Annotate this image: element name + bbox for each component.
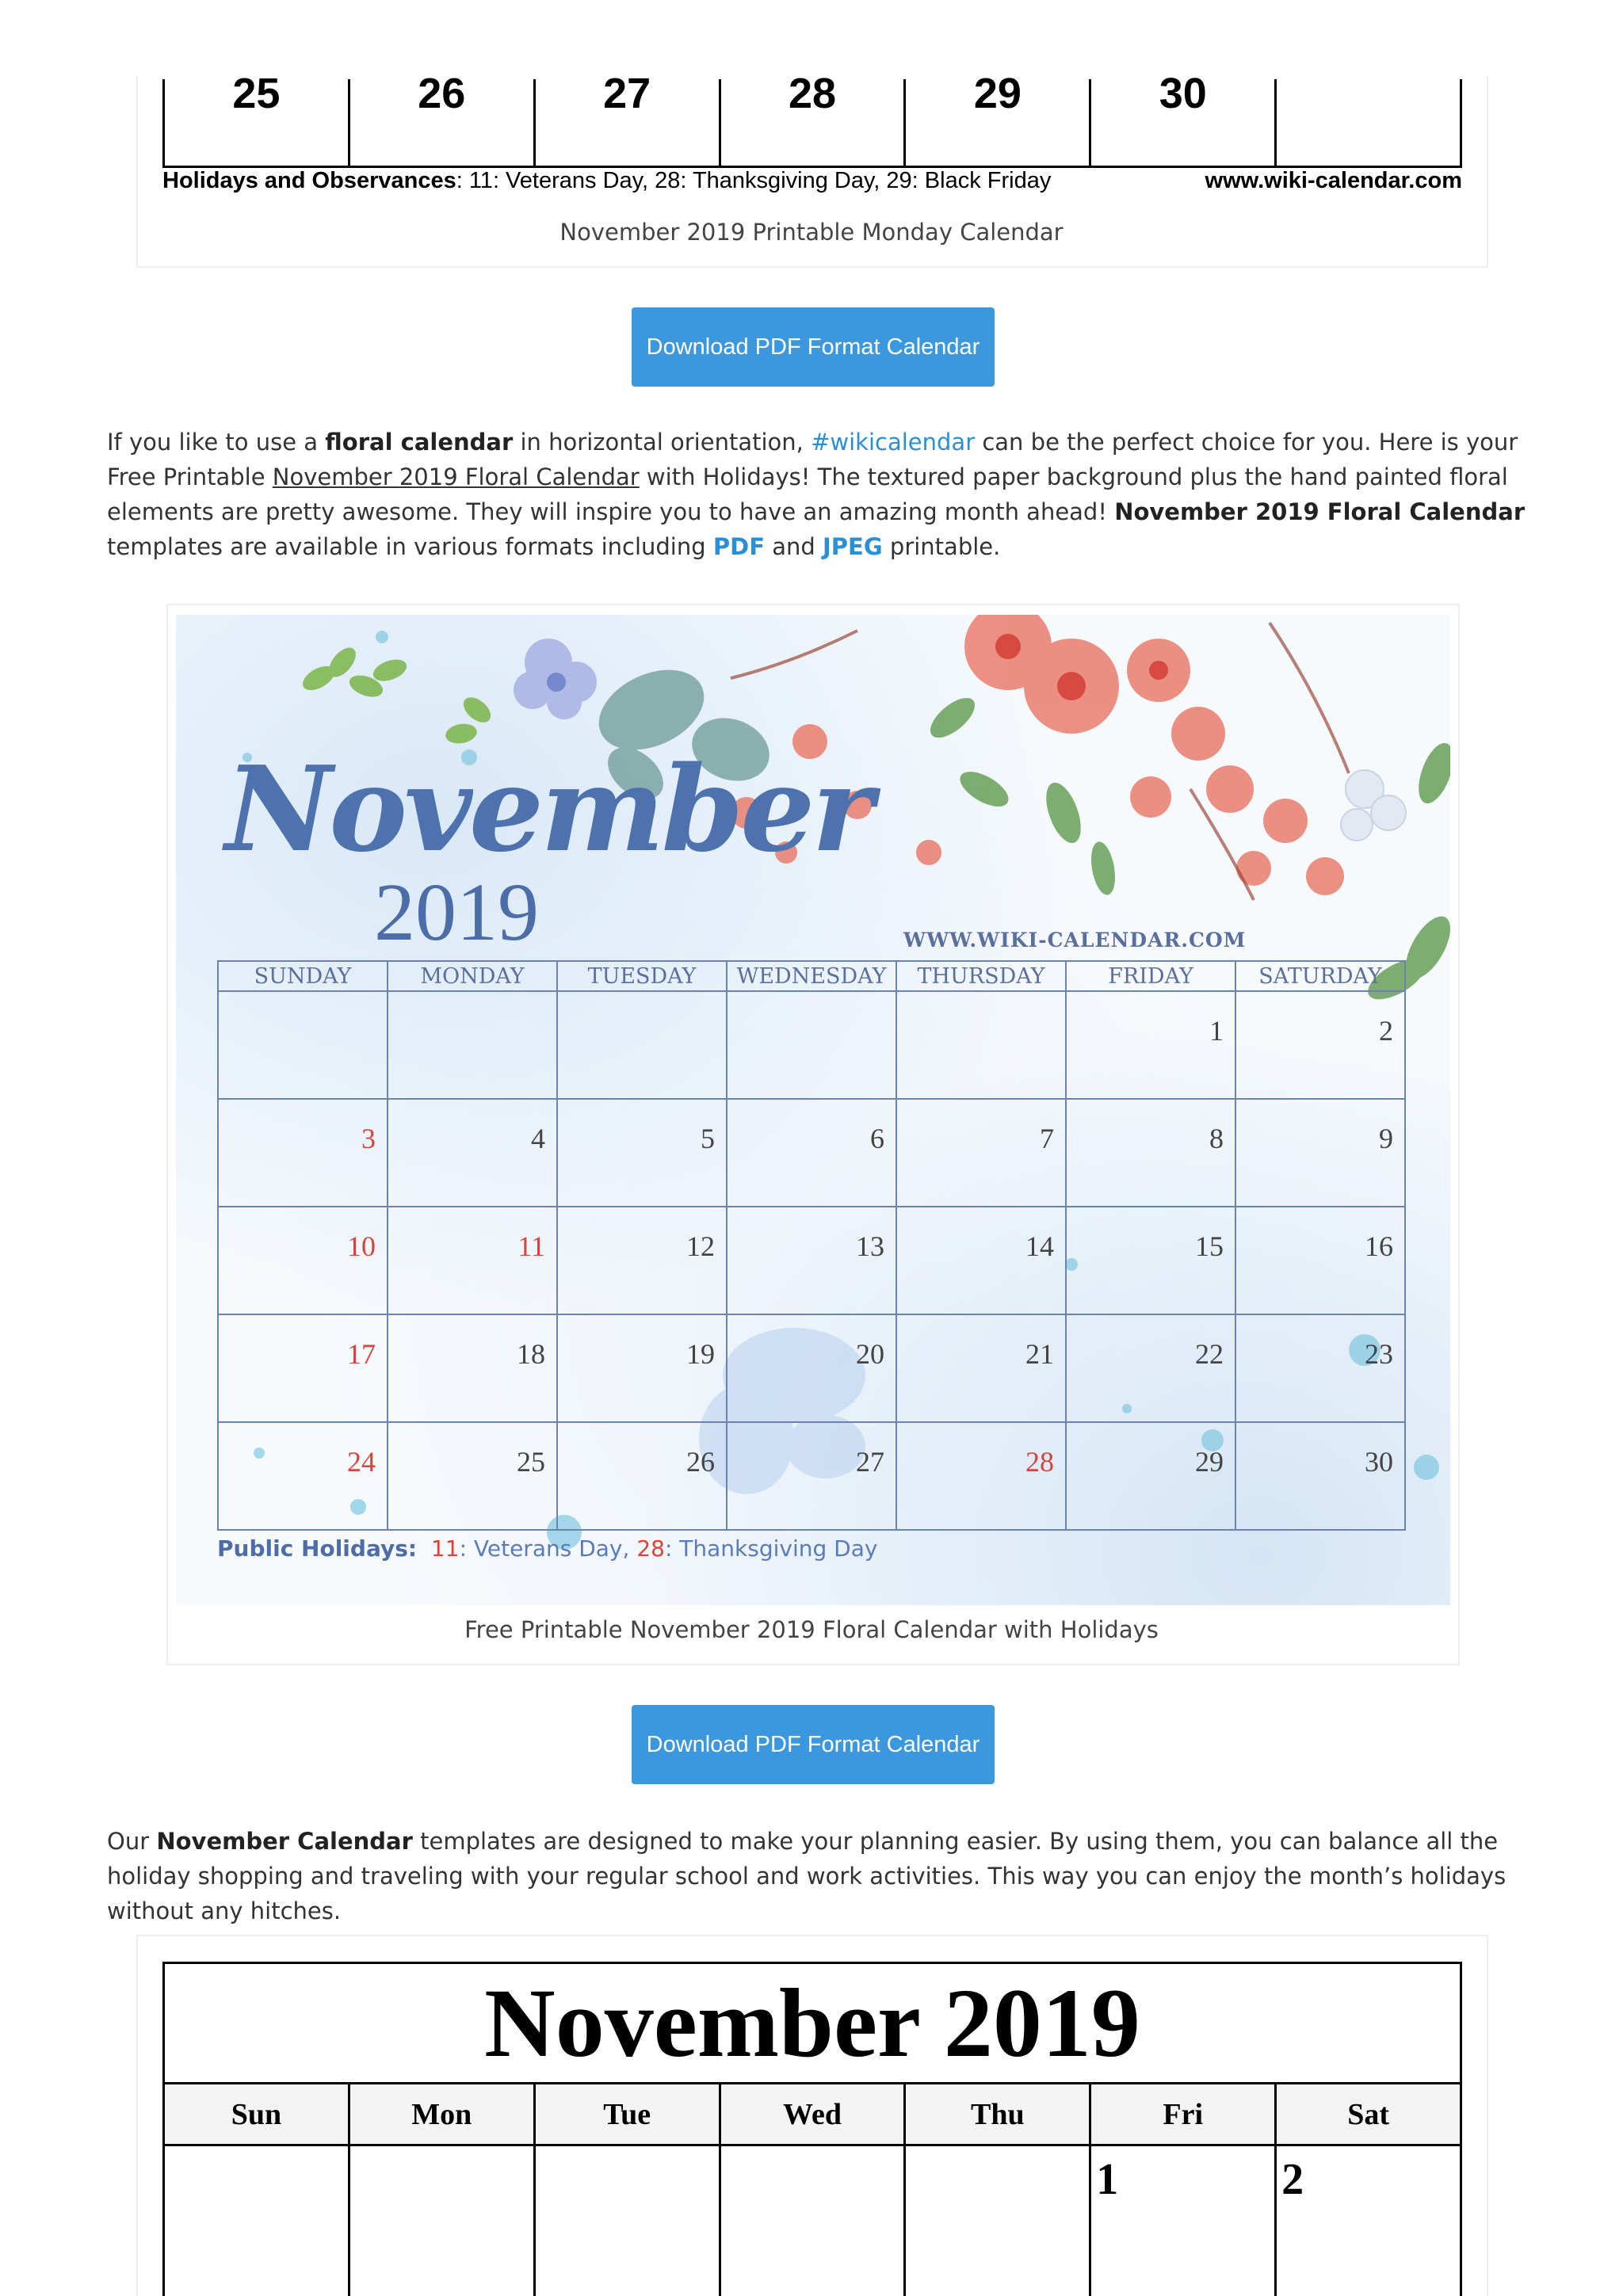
floral-weekday-monday: MONDAY	[388, 962, 558, 990]
floral-weekday-sunday: SUNDAY	[219, 962, 388, 990]
floral-day-cell: 27	[727, 1423, 897, 1529]
bottom-day-cell: 2	[1281, 2155, 1304, 2204]
floral-day-cell: 14	[897, 1207, 1067, 1314]
floral-day-cell	[388, 992, 558, 1098]
floral-week-row	[217, 1100, 1406, 1207]
floral-intro-paragraph: If you like to use a floral calendar in horizontal orientation, #wikicalendar can be the perfect choice for you. Here is your Free Printable November 2019 Floral Calendar with Holidays! The textured paper background plus the hand painted floral elements are pretty awesome. They will inspire you to have an amazing month ahead! November 2019 Floral Calendar templates are available in various formats including PDF and JPEG printable.	[107, 429, 1526, 560]
floral-day-cell: 26	[558, 1423, 727, 1529]
floral-week-row	[217, 1423, 1406, 1531]
floral-month-title: November	[225, 740, 871, 878]
bottom-weekday-header	[165, 2084, 1460, 2146]
leaf-cluster-left	[299, 643, 495, 746]
monday-calendar-caption: November 2019 Printable Monday Calendar	[559, 219, 1064, 246]
floral-public-holidays: Public Holidays: 11: Veterans Day, 28: Thanksgiving Day	[217, 1535, 878, 1562]
bottom-day-cell	[165, 2146, 350, 2296]
floral-day-cell: 8	[1067, 1100, 1236, 1206]
bottom-day-cell	[906, 2146, 1091, 2296]
floral-weekday-header	[217, 960, 1406, 992]
bottom-day-cell	[536, 2146, 721, 2296]
floral-day-cell: 5	[558, 1100, 727, 1206]
bottom-day-cell	[721, 2146, 907, 2296]
floral-week-row	[217, 992, 1406, 1100]
bottom-day-cell: 1	[1091, 2146, 1277, 2296]
floral-day-cell: 24	[219, 1423, 388, 1529]
bottom-weekday-mon: Mon	[350, 2084, 536, 2144]
floral-day-cell: 25	[388, 1423, 558, 1529]
floral-calendar-grid	[217, 960, 1406, 1531]
bottom-first-week	[165, 2146, 1460, 2296]
white-flowers	[1341, 770, 1406, 841]
floral-calendar-link[interactable]: November 2019 Floral Calendar	[272, 463, 640, 490]
jpeg-link[interactable]: JPEG	[823, 533, 883, 560]
floral-day-cell	[897, 992, 1067, 1098]
floral-day-cell: 30	[1365, 1446, 1393, 1478]
floral-day-cell: 13	[727, 1207, 897, 1314]
monday-calendar-day-cell: 25	[165, 79, 350, 166]
floral-day-cell: 16	[1365, 1230, 1393, 1262]
floral-day-cell: 12	[558, 1207, 727, 1314]
monday-calendar-last-row	[162, 70, 1462, 168]
floral-day-cell: 1	[1067, 992, 1236, 1098]
bottom-calendar[interactable]	[162, 1962, 1462, 2296]
floral-day-cell: 10	[219, 1207, 388, 1314]
floral-day-cell: 20	[727, 1315, 897, 1421]
bottom-weekday-sat: Sat	[1347, 2098, 1389, 2131]
bottom-weekday-wed: Wed	[721, 2084, 907, 2144]
bottom-weekday-sun: Sun	[165, 2084, 350, 2144]
floral-calendar-image[interactable]	[176, 615, 1450, 1605]
floral-weekday-friday: FRIDAY	[1067, 962, 1236, 990]
download-pdf-button[interactable]: Download PDF Format Calendar	[632, 307, 995, 387]
floral-day-cell: 28	[897, 1423, 1067, 1529]
blue-flower	[514, 639, 597, 719]
floral-day-cell: 11	[388, 1207, 558, 1314]
floral-day-cell: 22	[1067, 1315, 1236, 1421]
floral-day-cell: 23	[1365, 1338, 1393, 1370]
november-calendar-paragraph: Our November Calendar templates are designed to make your planning easier. By using them, you can balance all the holiday shopping and traveling with your regular school and work activities. This way you can enjoy the month’s holidays without any hitches.	[107, 1828, 1507, 1924]
pdf-link[interactable]: PDF	[712, 533, 766, 560]
floral-day-cell: 19	[558, 1315, 727, 1421]
floral-year: 2019	[374, 867, 539, 958]
floral-weekday-wednesday: WEDNESDAY	[727, 962, 897, 990]
monday-calendar-day-cell: 29	[906, 79, 1091, 166]
monday-calendar-day-cell	[1277, 79, 1460, 166]
download-pdf-button-2[interactable]: Download PDF Format Calendar	[632, 1705, 995, 1784]
floral-day-cell: 21	[897, 1315, 1067, 1421]
floral-weekday-tuesday: TUESDAY	[558, 962, 727, 990]
monday-calendar-site: www.wiki-calendar.com	[1205, 168, 1462, 193]
bottom-calendar-title: November 2019	[165, 1964, 1460, 2084]
floral-day-cell: 17	[219, 1315, 388, 1421]
monday-holidays-text: Holidays and Observances: 11: Veterans Day, 28: Thanksgiving Day, 29: Black Friday	[162, 168, 1052, 193]
floral-week-row	[217, 1315, 1406, 1423]
wikicalendar-hashtag-link[interactable]: #wikicalendar	[811, 429, 976, 456]
floral-day-cell: 2	[1379, 1015, 1393, 1047]
monday-calendar-day-cell: 27	[536, 79, 721, 166]
floral-day-cell	[558, 992, 727, 1098]
floral-day-cell: 29	[1067, 1423, 1236, 1529]
floral-day-cell: 7	[897, 1100, 1067, 1206]
floral-day-cell: 3	[219, 1100, 388, 1206]
floral-day-cell: 15	[1067, 1207, 1236, 1314]
floral-day-cell: 6	[727, 1100, 897, 1206]
monday-calendar-day-cell: 28	[721, 79, 907, 166]
floral-day-cell	[727, 992, 897, 1098]
monday-calendar-day-cell: 26	[350, 79, 536, 166]
bottom-weekday-fri: Fri	[1091, 2084, 1277, 2144]
monday-calendar-day-cell: 30	[1091, 79, 1277, 166]
bottom-weekday-thu: Thu	[906, 2084, 1091, 2144]
floral-weekday-saturday: SATURDAY	[1258, 964, 1382, 989]
floral-site: WWW.WIKI-CALENDAR.COM	[903, 929, 1247, 952]
floral-weeks	[217, 992, 1406, 1531]
floral-calendar-caption: Free Printable November 2019 Floral Calendar with Holidays	[464, 1616, 1159, 1643]
floral-weekday-thursday: THURSDAY	[897, 962, 1067, 990]
floral-day-cell: 18	[388, 1315, 558, 1421]
floral-day-cell	[219, 992, 388, 1098]
floral-day-cell: 9	[1379, 1123, 1393, 1154]
bottom-weekday-tue: Tue	[536, 2084, 721, 2144]
floral-week-row	[217, 1207, 1406, 1315]
floral-day-cell: 4	[388, 1100, 558, 1206]
bottom-day-cell	[350, 2146, 536, 2296]
monday-calendar-holidays	[162, 168, 1462, 194]
